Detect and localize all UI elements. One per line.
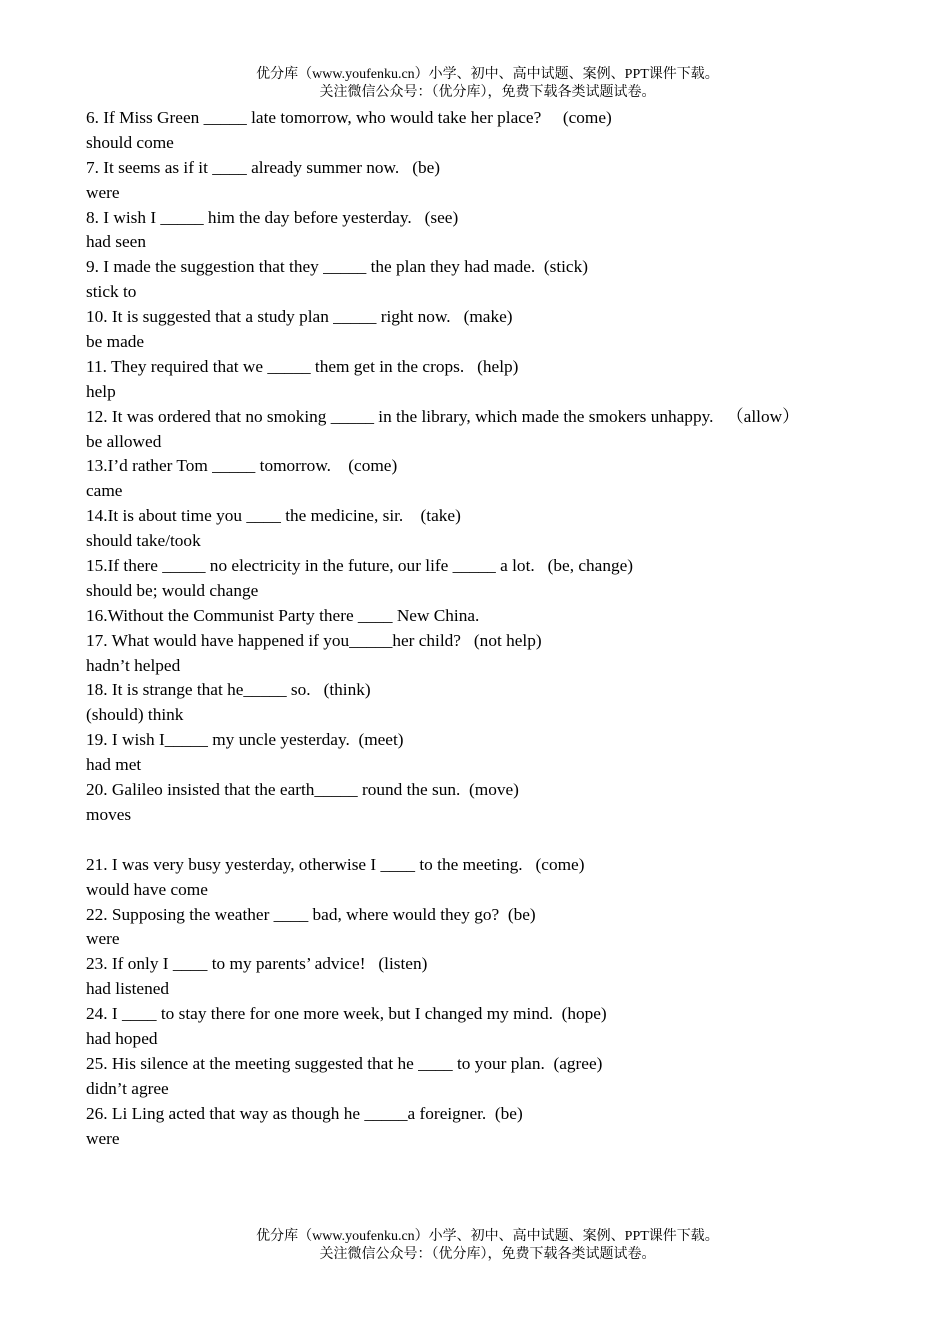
answer-26: were [86,1128,120,1148]
answer-14: should take/took [86,531,201,551]
question-8: 8. I wish I _____ him the day before yesterday. (see) [86,207,459,227]
question-14: 14.It is about time you ____ the medicine, sir. (take) [86,506,461,526]
question-10: 10. It is suggested that a study plan _____ right now. (make) [86,307,513,327]
header-line-2: 关注微信公众号：（优分库），免费下载各类试题试卷。 [319,85,656,100]
footer-line-1: 优分库（www.youfenku.cn）小学、初中、高中试题、案例、PPT课件下载。 [256,1229,719,1244]
answer-15: should be; would change [86,580,259,600]
answer-23: had listened [86,979,170,999]
question-6: 6. If Miss Green _____ late tomorrow, who would take her place? (come) [86,108,612,127]
answer-25: didn’t agree [86,1078,169,1098]
question-24: 24. I ____ to stay there for one more week, but I changed my mind. (hope) [86,1004,607,1024]
answer-11: help [86,381,116,401]
answer-13: came [86,481,123,501]
answer-17: hadn’t helped [86,655,181,675]
answer-12: be allowed [86,431,162,451]
question-15: 15.If there _____ no electricity in the future, our life _____ a lot. (be, change) [86,556,634,576]
question-13: 13.I’d rather Tom _____ tomorrow. (come) [86,456,398,476]
answer-22: were [86,929,120,949]
question-11: 11. They required that we _____ them get in the crops. (help) [86,356,519,376]
question-7: 7. It seems as if it ____ already summer now. (be) [86,157,441,177]
question-21: 21. I was very busy yesterday, otherwise I ____ to the meeting. (come) [86,854,585,874]
question-22: 22. Supposing the weather ____ bad, where would they go? (be) [86,904,536,924]
answer-7: were [86,182,120,202]
blank-line [86,828,926,853]
question-26: 26. Li Ling acted that way as though he _____a foreigner. (be) [86,1103,523,1123]
page-footer [0,1228,950,1264]
question-19: 19. I wish I_____ my uncle yesterday. (meet) [86,730,404,750]
answer-9: stick to [86,282,137,302]
answer-18: (should) think [86,705,184,725]
header-line-1: 优分库（www.youfenku.cn）小学、初中、高中试题、案例、PPT课件下载。 [256,67,719,82]
page-header [0,66,950,102]
answer-20: moves [86,804,132,824]
exercise-content [86,106,926,1151]
footer-line-2: 关注微信公众号：（优分库），免费下载各类试题试卷。 [319,1247,656,1262]
question-20: 20. Galileo insisted that the earth_____ round the sun. (move) [86,780,519,800]
question-23: 23. If only I ____ to my parents’ advice! (listen) [86,954,428,974]
answer-6: should come [86,132,174,152]
question-25: 25. His silence at the meeting suggested that he ____ to your plan. (agree) [86,1053,603,1073]
question-12: 12. It was ordered that no smoking _____ in the library, which made the smokers unhappy. （allow） [86,406,800,426]
question-9: 9. I made the suggestion that they _____ the plan they had made. (stick) [86,257,588,277]
question-18: 18. It is strange that he_____ so. (think) [86,680,371,700]
answer-8: had seen [86,232,146,252]
question-17: 17. What would have happened if you_____her child? (not help) [86,630,542,650]
answer-10: be made [86,332,145,352]
question-16: 16.Without the Communist Party there ____ New China. [86,605,480,625]
answer-21: would have come [86,879,208,899]
answer-24: had hoped [86,1028,158,1048]
answer-19: had met [86,755,142,775]
